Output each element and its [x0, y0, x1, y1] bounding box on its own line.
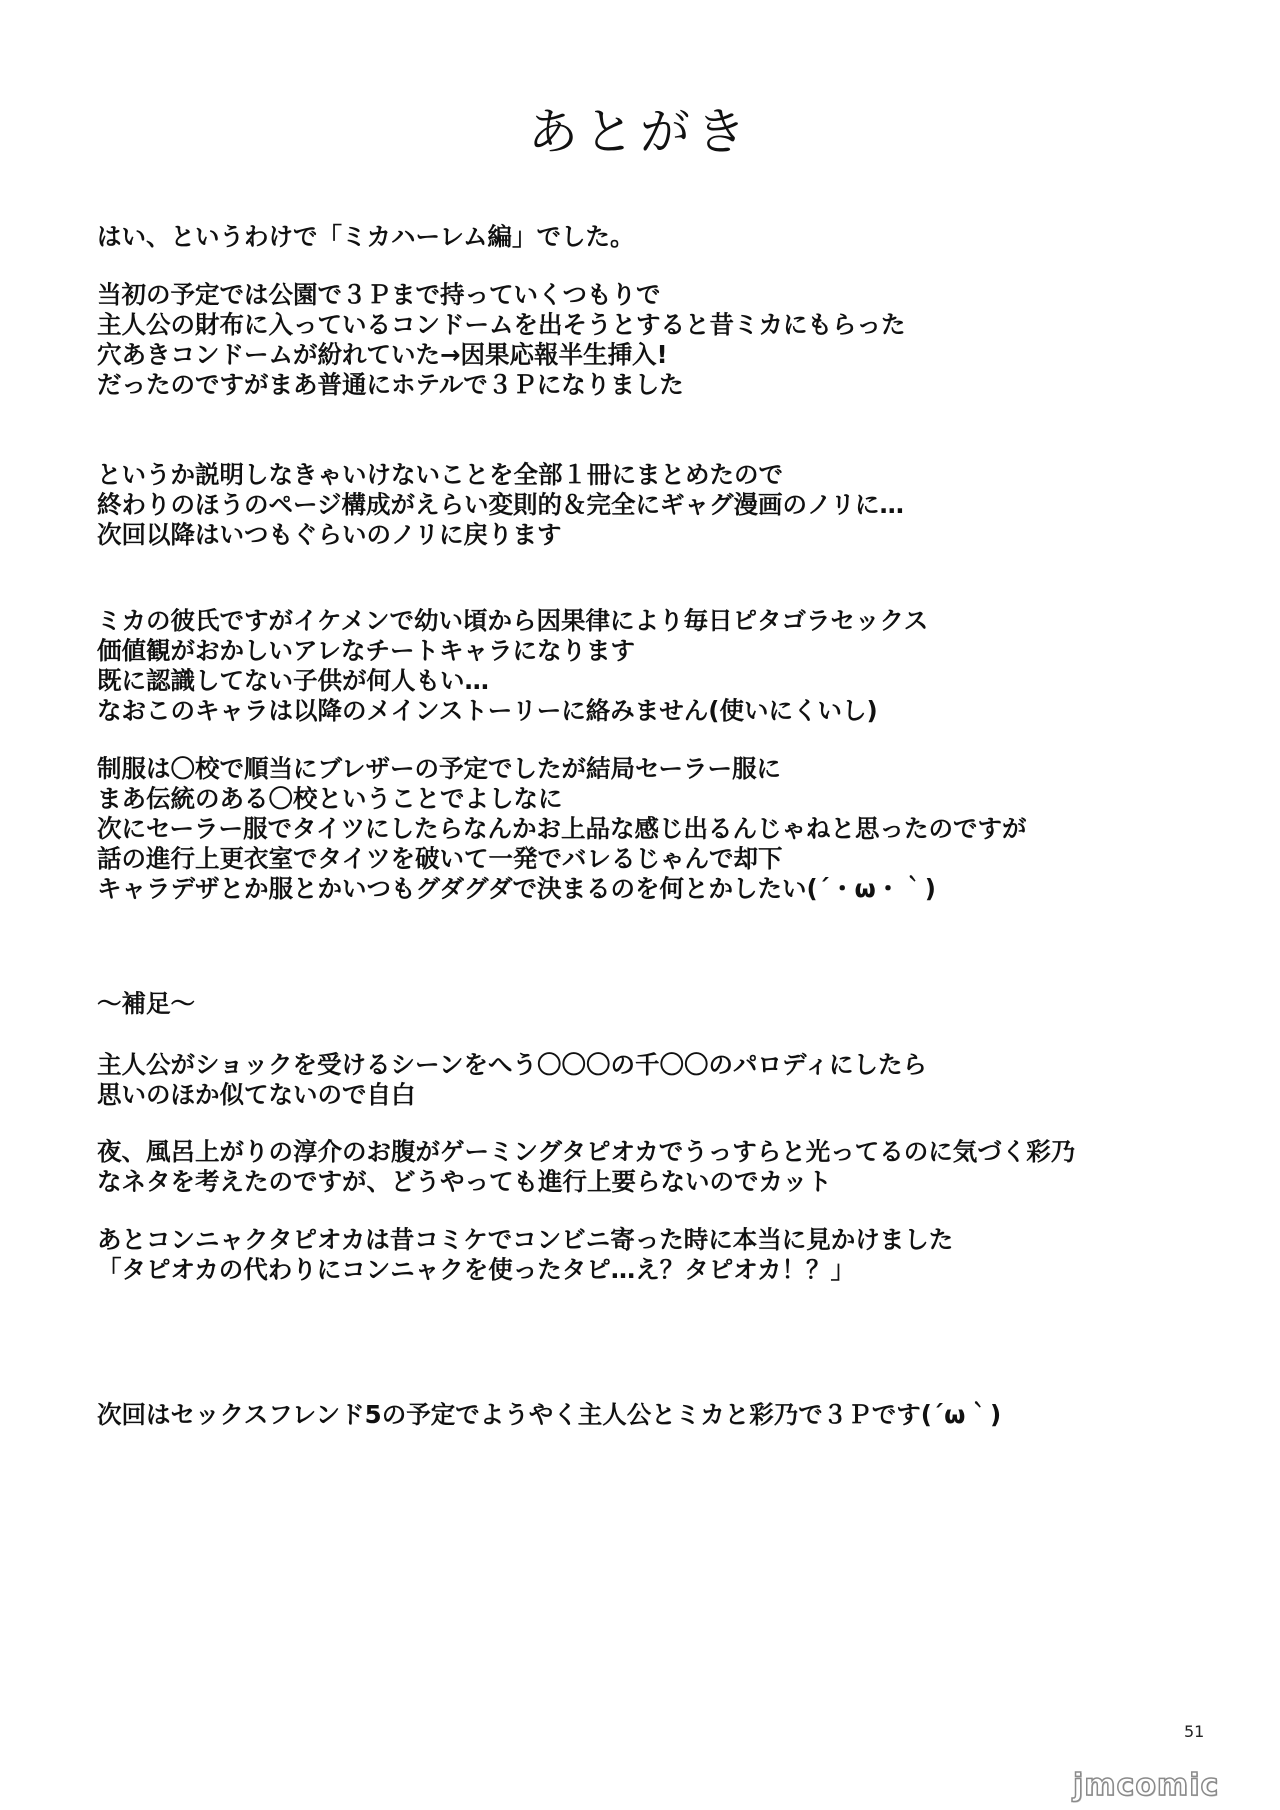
- text-line: ミカの彼氏ですがイケメンで幼い頃から因果律により毎日ピタゴラセックス: [97, 606, 929, 635]
- paragraph-tapioca: [97, 1225, 1237, 1285]
- paragraph-intro: [97, 222, 1237, 252]
- text-line: 既に認識してない子供が何人もい…: [97, 666, 489, 695]
- page-number: 51: [1184, 1722, 1205, 1741]
- text-line: 次回以降はいつもぐらいのノリに戻ります: [97, 520, 562, 549]
- paragraph-next-volume: [97, 1400, 1237, 1430]
- text-line: 価値観がおかしいアレなチートキャラになります: [97, 636, 636, 665]
- paragraph-boyfriend: [97, 606, 1237, 726]
- paragraph-page-structure: [97, 460, 1237, 550]
- text-line: なネタを考えたのですが、どうやっても進行上要らないのでカット: [97, 1167, 832, 1196]
- text-line: 主人公の財布に入っているコンドームを出そうとすると昔ミカにもらった: [97, 310, 906, 339]
- text-line: 制服は〇校で順当にブレザーの予定でしたが結局セーラー服に: [97, 754, 782, 783]
- text-line: まあ伝統のある〇校ということでよしなに: [97, 784, 563, 813]
- text-line: 次にセーラー服でタイツにしたらなんかお上品な感じ出るんじゃねと思ったのですが: [97, 814, 1027, 843]
- text-line: 思いのほか似てないので自白: [97, 1080, 416, 1109]
- text-line: 終わりのほうのページ構成がえらい変則的＆完全にギャグ漫画のノリに…: [97, 490, 905, 519]
- text-line: 当初の予定では公園で３Ｐまで持っていくつもりで: [97, 280, 661, 309]
- text-line: だったのですがまあ普通にホテルで３Ｐになりました: [97, 370, 684, 399]
- text-line: あとコンニャクタピオカは昔コミケでコンビニ寄った時に本当に見かけました: [97, 1225, 954, 1254]
- text-line: 話の進行上更衣室でタイツを破いて一発でバレるじゃんで却下: [97, 844, 783, 873]
- paragraph-parody: [97, 1050, 1237, 1110]
- text-line: というか説明しなきゃいけないことを全部１冊にまとめたので: [97, 460, 783, 489]
- section-heading-supplement: [97, 989, 1237, 1019]
- text-line: 主人公がショックを受けるシーンをへう〇〇〇の千〇〇のパロディにしたら: [97, 1050, 928, 1079]
- paragraph-bath-scene: [97, 1137, 1237, 1197]
- text-line: はい、というわけで「ミカハーレム編」でした。: [97, 222, 635, 251]
- text-line: 穴あきコンドームが紛れていた→因果応報半生挿入!: [97, 340, 668, 369]
- watermark-logo: jmcomic: [1073, 1768, 1220, 1803]
- text-line: 次回はセックスフレンド5の予定でようやく主人公とミカと彩乃で３Ｐです(´ω｀): [97, 1400, 1002, 1429]
- text-line: なおこのキャラは以降のメインストーリーに絡みません(使いにくいし): [97, 696, 878, 725]
- paragraph-original-plan: [97, 280, 1237, 400]
- page-title: あとがき: [528, 103, 752, 161]
- text-line: ～補足～: [97, 989, 195, 1018]
- text-line: キャラデザとか服とかいつもグダグダで決まるのを何とかしたい(´・ω・｀): [97, 874, 936, 903]
- text-line: 夜、風呂上がりの淳介のお腹がゲーミングタピオカでうっすらと光ってるのに気づく彩乃: [97, 1137, 1076, 1166]
- paragraph-uniform: [97, 754, 1237, 904]
- text-line: 「タピオカの代わりにコンニャクを使ったタピ…え？タピオカ！？」: [97, 1255, 856, 1284]
